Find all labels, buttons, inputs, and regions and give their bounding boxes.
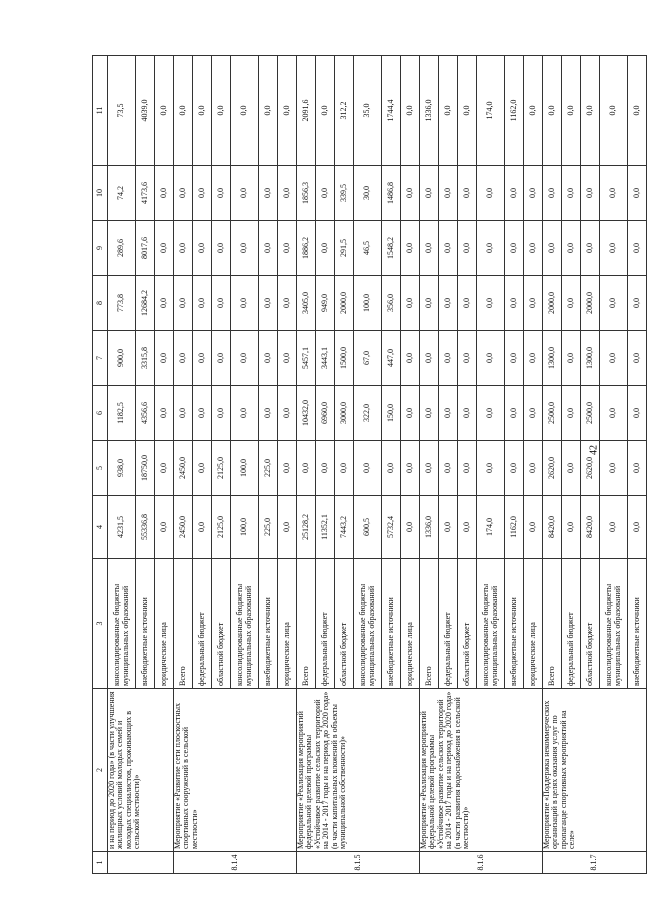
value-cell: 0,0 <box>193 441 212 496</box>
value-cell: 6960,0 <box>316 386 335 441</box>
value-cell: 0,0 <box>562 221 581 276</box>
value-cell: 0,0 <box>155 441 174 496</box>
value-cell: 0,0 <box>524 166 543 221</box>
value-cell: 356,0 <box>382 276 401 331</box>
value-cell: 0,0 <box>562 56 581 166</box>
source-cell: Всего <box>297 559 316 689</box>
value-cell: 0,0 <box>259 276 278 331</box>
value-cell: 0,0 <box>193 276 212 331</box>
value-cell: 0,0 <box>193 331 212 386</box>
value-cell: 10432,0 <box>297 386 316 441</box>
value-cell: 35,0 <box>354 56 382 166</box>
value-cell: 0,0 <box>231 331 259 386</box>
value-cell: 0,0 <box>316 56 335 166</box>
value-cell: 0,0 <box>335 441 354 496</box>
value-cell: 291,5 <box>335 221 354 276</box>
value-cell: 0,0 <box>505 331 524 386</box>
value-cell: 1300,0 <box>581 331 600 386</box>
value-cell: 0,0 <box>316 441 335 496</box>
value-cell: 2450,0 <box>174 441 193 496</box>
header-cell: 11 <box>93 56 108 166</box>
value-cell: 2091,6 <box>297 56 316 166</box>
value-cell: 0,0 <box>278 221 297 276</box>
value-cell: 0,0 <box>524 56 543 166</box>
financing-table <box>92 55 647 874</box>
value-cell: 8420,0 <box>543 496 562 559</box>
row-code <box>108 852 174 874</box>
value-cell: 0,0 <box>155 56 174 166</box>
value-cell: 0,0 <box>477 441 505 496</box>
row-title: Мероприятие «Развитие сети плоскостных спортивных сооружений в сельской местности» <box>174 689 297 852</box>
value-cell: 0,0 <box>278 386 297 441</box>
value-cell: 67,0 <box>354 331 382 386</box>
value-cell: 0,0 <box>439 221 458 276</box>
value-cell: 0,0 <box>155 386 174 441</box>
header-cell: 8 <box>93 276 108 331</box>
value-cell: 0,0 <box>524 496 543 559</box>
table-row <box>174 56 193 874</box>
table-body <box>93 56 647 874</box>
value-cell: 0,0 <box>628 221 647 276</box>
value-cell: 3000,0 <box>335 386 354 441</box>
value-cell: 0,0 <box>562 166 581 221</box>
value-cell: 0,0 <box>562 441 581 496</box>
value-cell: 2125,0 <box>212 441 231 496</box>
value-cell: 0,0 <box>155 276 174 331</box>
value-cell: 0,0 <box>259 166 278 221</box>
value-cell: 0,0 <box>600 166 628 221</box>
row-title: Мероприятие «Поддержка некоммерческих организаций в целях оказания услуг по пропаганде спортивных мероприятий на селе» <box>543 689 647 852</box>
value-cell: 4173,6 <box>136 166 155 221</box>
value-cell: 0,0 <box>505 276 524 331</box>
value-cell: 0,0 <box>420 331 439 386</box>
value-cell: 0,0 <box>458 441 477 496</box>
value-cell: 0,0 <box>581 166 600 221</box>
value-cell: 18750,0 <box>136 441 155 496</box>
value-cell: 0,0 <box>401 386 420 441</box>
page-number: 42 <box>588 445 600 455</box>
source-cell: федеральный бюджет <box>562 559 581 689</box>
value-cell: 0,0 <box>278 276 297 331</box>
value-cell: 0,0 <box>420 221 439 276</box>
value-cell: 25128,2 <box>297 496 316 559</box>
value-cell: 0,0 <box>316 221 335 276</box>
value-cell: 900,0 <box>108 331 136 386</box>
value-cell: 0,0 <box>543 56 562 166</box>
source-cell: внебюджетные источники <box>628 559 647 689</box>
value-cell: 0,0 <box>174 276 193 331</box>
value-cell: 0,0 <box>458 56 477 166</box>
source-cell: консолидированные бюджеты муниципальных образований <box>600 559 628 689</box>
value-cell: 938,0 <box>108 441 136 496</box>
value-cell: 0,0 <box>458 221 477 276</box>
value-cell: 8420,0 <box>581 496 600 559</box>
value-cell: 0,0 <box>174 56 193 166</box>
source-cell: федеральный бюджет <box>193 559 212 689</box>
source-cell: внебюджетные источники <box>136 559 155 689</box>
value-cell: 225,0 <box>259 496 278 559</box>
value-cell: 0,0 <box>401 331 420 386</box>
value-cell: 0,0 <box>505 441 524 496</box>
value-cell: 0,0 <box>439 441 458 496</box>
value-cell: 949,0 <box>316 276 335 331</box>
value-cell: 4231,5 <box>108 496 136 559</box>
value-cell: 1548,2 <box>382 221 401 276</box>
source-cell: внебюджетные источники <box>382 559 401 689</box>
value-cell: 0,0 <box>155 166 174 221</box>
source-cell: Всего <box>543 559 562 689</box>
header-cell: 6 <box>93 386 108 441</box>
source-cell: областной бюджет <box>335 559 354 689</box>
value-cell: 0,0 <box>600 221 628 276</box>
value-cell: 2450,0 <box>174 496 193 559</box>
header-cell: 2 <box>93 689 108 852</box>
row-code: 8.1.7 <box>543 852 647 874</box>
value-cell: 4039,0 <box>136 56 155 166</box>
value-cell: 0,0 <box>439 56 458 166</box>
value-cell: 0,0 <box>212 56 231 166</box>
value-cell: 0,0 <box>354 441 382 496</box>
value-cell: 0,0 <box>401 221 420 276</box>
value-cell: 0,0 <box>401 56 420 166</box>
value-cell: 289,6 <box>108 221 136 276</box>
value-cell: 0,0 <box>259 56 278 166</box>
value-cell: 0,0 <box>382 441 401 496</box>
row-code: 8.1.4 <box>174 852 297 874</box>
value-cell: 0,0 <box>562 331 581 386</box>
value-cell: 8017,6 <box>136 221 155 276</box>
source-cell: Всего <box>420 559 439 689</box>
value-cell: 0,0 <box>193 221 212 276</box>
value-cell: 0,0 <box>401 496 420 559</box>
value-cell: 1162,0 <box>505 496 524 559</box>
source-cell: областной бюджет <box>212 559 231 689</box>
value-cell: 11352,1 <box>316 496 335 559</box>
value-cell: 0,0 <box>193 56 212 166</box>
source-cell: юридические лица <box>401 559 420 689</box>
value-cell: 0,0 <box>581 56 600 166</box>
header-cell: 10 <box>93 166 108 221</box>
value-cell: 0,0 <box>581 221 600 276</box>
value-cell: 0,0 <box>439 496 458 559</box>
value-cell: 0,0 <box>458 496 477 559</box>
value-cell: 0,0 <box>231 221 259 276</box>
value-cell: 0,0 <box>297 441 316 496</box>
value-cell: 0,0 <box>477 276 505 331</box>
value-cell: 0,0 <box>278 441 297 496</box>
value-cell: 0,0 <box>600 276 628 331</box>
source-cell: консолидированные бюджеты муниципальных образований <box>354 559 382 689</box>
value-cell: 0,0 <box>439 276 458 331</box>
value-cell: 0,0 <box>212 331 231 386</box>
source-cell: федеральный бюджет <box>316 559 335 689</box>
value-cell: 0,0 <box>420 386 439 441</box>
value-cell: 1744,4 <box>382 56 401 166</box>
value-cell: 0,0 <box>193 386 212 441</box>
header-cell: 1 <box>93 852 108 874</box>
value-cell: 0,0 <box>278 496 297 559</box>
value-cell: 0,0 <box>524 221 543 276</box>
value-cell: 2000,0 <box>335 276 354 331</box>
value-cell: 0,0 <box>477 331 505 386</box>
value-cell: 0,0 <box>628 166 647 221</box>
value-cell: 1336,0 <box>420 496 439 559</box>
value-cell: 100,0 <box>354 276 382 331</box>
value-cell: 0,0 <box>477 386 505 441</box>
row-code: 8.1.6 <box>420 852 543 874</box>
value-cell: 0,0 <box>628 331 647 386</box>
value-cell: 0,0 <box>231 276 259 331</box>
value-cell: 3443,1 <box>316 331 335 386</box>
table-container <box>92 56 641 874</box>
header-row <box>93 56 108 874</box>
source-cell: консолидированные бюджеты муниципальных образований <box>108 559 136 689</box>
source-cell: Всего <box>174 559 193 689</box>
header-cell: 3 <box>93 559 108 689</box>
source-cell: консолидированные бюджеты муниципальных образований <box>477 559 505 689</box>
value-cell: 312,2 <box>335 56 354 166</box>
source-cell: юридические лица <box>524 559 543 689</box>
value-cell: 0,0 <box>628 496 647 559</box>
value-cell: 0,0 <box>477 166 505 221</box>
value-cell: 73,5 <box>108 56 136 166</box>
value-cell: 1300,0 <box>543 331 562 386</box>
value-cell: 30,0 <box>354 166 382 221</box>
value-cell: 600,5 <box>354 496 382 559</box>
value-cell: 1336,0 <box>420 56 439 166</box>
value-cell: 773,8 <box>108 276 136 331</box>
value-cell: 0,0 <box>505 386 524 441</box>
table-row <box>297 56 316 874</box>
header-cell: 9 <box>93 221 108 276</box>
value-cell: 55336,8 <box>136 496 155 559</box>
value-cell: 100,0 <box>231 496 259 559</box>
value-cell: 4356,6 <box>136 386 155 441</box>
value-cell: 0,0 <box>600 496 628 559</box>
value-cell: 0,0 <box>524 386 543 441</box>
value-cell: 100,0 <box>231 441 259 496</box>
value-cell: 12684,2 <box>136 276 155 331</box>
value-cell: 0,0 <box>174 166 193 221</box>
header-cell: 7 <box>93 331 108 386</box>
value-cell: 339,5 <box>335 166 354 221</box>
value-cell: 2500,0 <box>581 386 600 441</box>
value-cell: 0,0 <box>278 56 297 166</box>
value-cell: 0,0 <box>401 276 420 331</box>
value-cell: 46,5 <box>354 221 382 276</box>
value-cell: 1500,0 <box>335 331 354 386</box>
row-code: 8.1.5 <box>297 852 420 874</box>
value-cell: 0,0 <box>231 166 259 221</box>
value-cell: 225,0 <box>259 441 278 496</box>
value-cell: 447,0 <box>382 331 401 386</box>
value-cell: 0,0 <box>600 386 628 441</box>
value-cell: 5457,1 <box>297 331 316 386</box>
value-cell: 0,0 <box>458 276 477 331</box>
value-cell: 0,0 <box>401 166 420 221</box>
value-cell: 0,0 <box>439 386 458 441</box>
value-cell: 0,0 <box>477 221 505 276</box>
value-cell: 0,0 <box>439 166 458 221</box>
source-cell: внебюджетные источники <box>505 559 524 689</box>
value-cell: 0,0 <box>524 331 543 386</box>
value-cell: 0,0 <box>174 331 193 386</box>
value-cell: 7443,2 <box>335 496 354 559</box>
value-cell: 0,0 <box>259 386 278 441</box>
value-cell: 0,0 <box>420 441 439 496</box>
value-cell: 0,0 <box>628 441 647 496</box>
value-cell: 174,0 <box>477 56 505 166</box>
value-cell: 0,0 <box>562 386 581 441</box>
value-cell: 0,0 <box>212 221 231 276</box>
source-cell: федеральный бюджет <box>439 559 458 689</box>
value-cell: 0,0 <box>505 166 524 221</box>
value-cell: 0,0 <box>278 166 297 221</box>
value-cell: 1162,0 <box>505 56 524 166</box>
value-cell: 0,0 <box>155 331 174 386</box>
header-cell: 5 <box>93 441 108 496</box>
value-cell: 0,0 <box>439 331 458 386</box>
source-cell: областной бюджет <box>458 559 477 689</box>
value-cell: 2620,0 <box>543 441 562 496</box>
value-cell: 0,0 <box>628 386 647 441</box>
value-cell: 2125,0 <box>212 496 231 559</box>
source-cell: юридические лица <box>155 559 174 689</box>
value-cell: 0,0 <box>316 166 335 221</box>
source-cell: юридические лица <box>278 559 297 689</box>
row-title: Мероприятие «Реализация мероприятий федеральной целевой программы «Устойчивое развитие сельских территорий на 2014 - 2017 годы и на период до 2020 года» (в части капитальных вложений в объекты муниципальной собственности)» <box>297 689 420 852</box>
value-cell: 0,0 <box>543 221 562 276</box>
value-cell: 0,0 <box>155 221 174 276</box>
header-cell: 4 <box>93 496 108 559</box>
row-title: Мероприятие «Реализация мероприятий федеральной целевой программы «Устойчивое развитие сельских территорий на 2014 - 2017 годы и на период до 2020 года» (в части развития водоснабжения в сельской местности)» <box>420 689 543 852</box>
table-row <box>543 56 562 874</box>
value-cell: 74,2 <box>108 166 136 221</box>
value-cell: 0,0 <box>231 386 259 441</box>
value-cell: 2500,0 <box>543 386 562 441</box>
value-cell: 0,0 <box>600 331 628 386</box>
value-cell: 0,0 <box>174 221 193 276</box>
table-row <box>420 56 439 874</box>
source-cell: консолидированные бюджеты муниципальных образований <box>231 559 259 689</box>
value-cell: 2620,0 <box>581 441 600 496</box>
value-cell: 0,0 <box>562 276 581 331</box>
value-cell: 0,0 <box>628 56 647 166</box>
table-row <box>108 56 136 874</box>
value-cell: 0,0 <box>193 166 212 221</box>
value-cell: 0,0 <box>155 496 174 559</box>
value-cell: 0,0 <box>174 386 193 441</box>
value-cell: 0,0 <box>524 441 543 496</box>
value-cell: 0,0 <box>458 331 477 386</box>
row-title: и на период до 2020 года» (в части улучшения жилищных условий молодых семей и молодых специалистов, проживающих в сельской местности)» <box>108 689 174 852</box>
value-cell: 1856,3 <box>297 166 316 221</box>
value-cell: 0,0 <box>401 441 420 496</box>
value-cell: 0,0 <box>628 276 647 331</box>
source-cell: областной бюджет <box>581 559 600 689</box>
value-cell: 1886,2 <box>297 221 316 276</box>
value-cell: 1486,8 <box>382 166 401 221</box>
value-cell: 0,0 <box>524 276 543 331</box>
value-cell: 2000,0 <box>581 276 600 331</box>
value-cell: 0,0 <box>600 56 628 166</box>
value-cell: 0,0 <box>212 386 231 441</box>
value-cell: 0,0 <box>212 166 231 221</box>
value-cell: 0,0 <box>278 331 297 386</box>
value-cell: 0,0 <box>420 166 439 221</box>
value-cell: 5732,4 <box>382 496 401 559</box>
value-cell: 0,0 <box>562 496 581 559</box>
value-cell: 0,0 <box>193 496 212 559</box>
value-cell: 0,0 <box>259 331 278 386</box>
value-cell: 0,0 <box>259 221 278 276</box>
value-cell: 322,0 <box>354 386 382 441</box>
value-cell: 0,0 <box>600 441 628 496</box>
value-cell: 0,0 <box>420 276 439 331</box>
value-cell: 0,0 <box>543 166 562 221</box>
source-cell: внебюджетные источники <box>259 559 278 689</box>
value-cell: 3405,0 <box>297 276 316 331</box>
value-cell: 2000,0 <box>543 276 562 331</box>
value-cell: 0,0 <box>231 56 259 166</box>
value-cell: 174,0 <box>477 496 505 559</box>
value-cell: 0,0 <box>458 386 477 441</box>
value-cell: 0,0 <box>458 166 477 221</box>
value-cell: 150,0 <box>382 386 401 441</box>
value-cell: 0,0 <box>212 276 231 331</box>
value-cell: 3315,8 <box>136 331 155 386</box>
value-cell: 0,0 <box>505 221 524 276</box>
value-cell: 1182,5 <box>108 386 136 441</box>
